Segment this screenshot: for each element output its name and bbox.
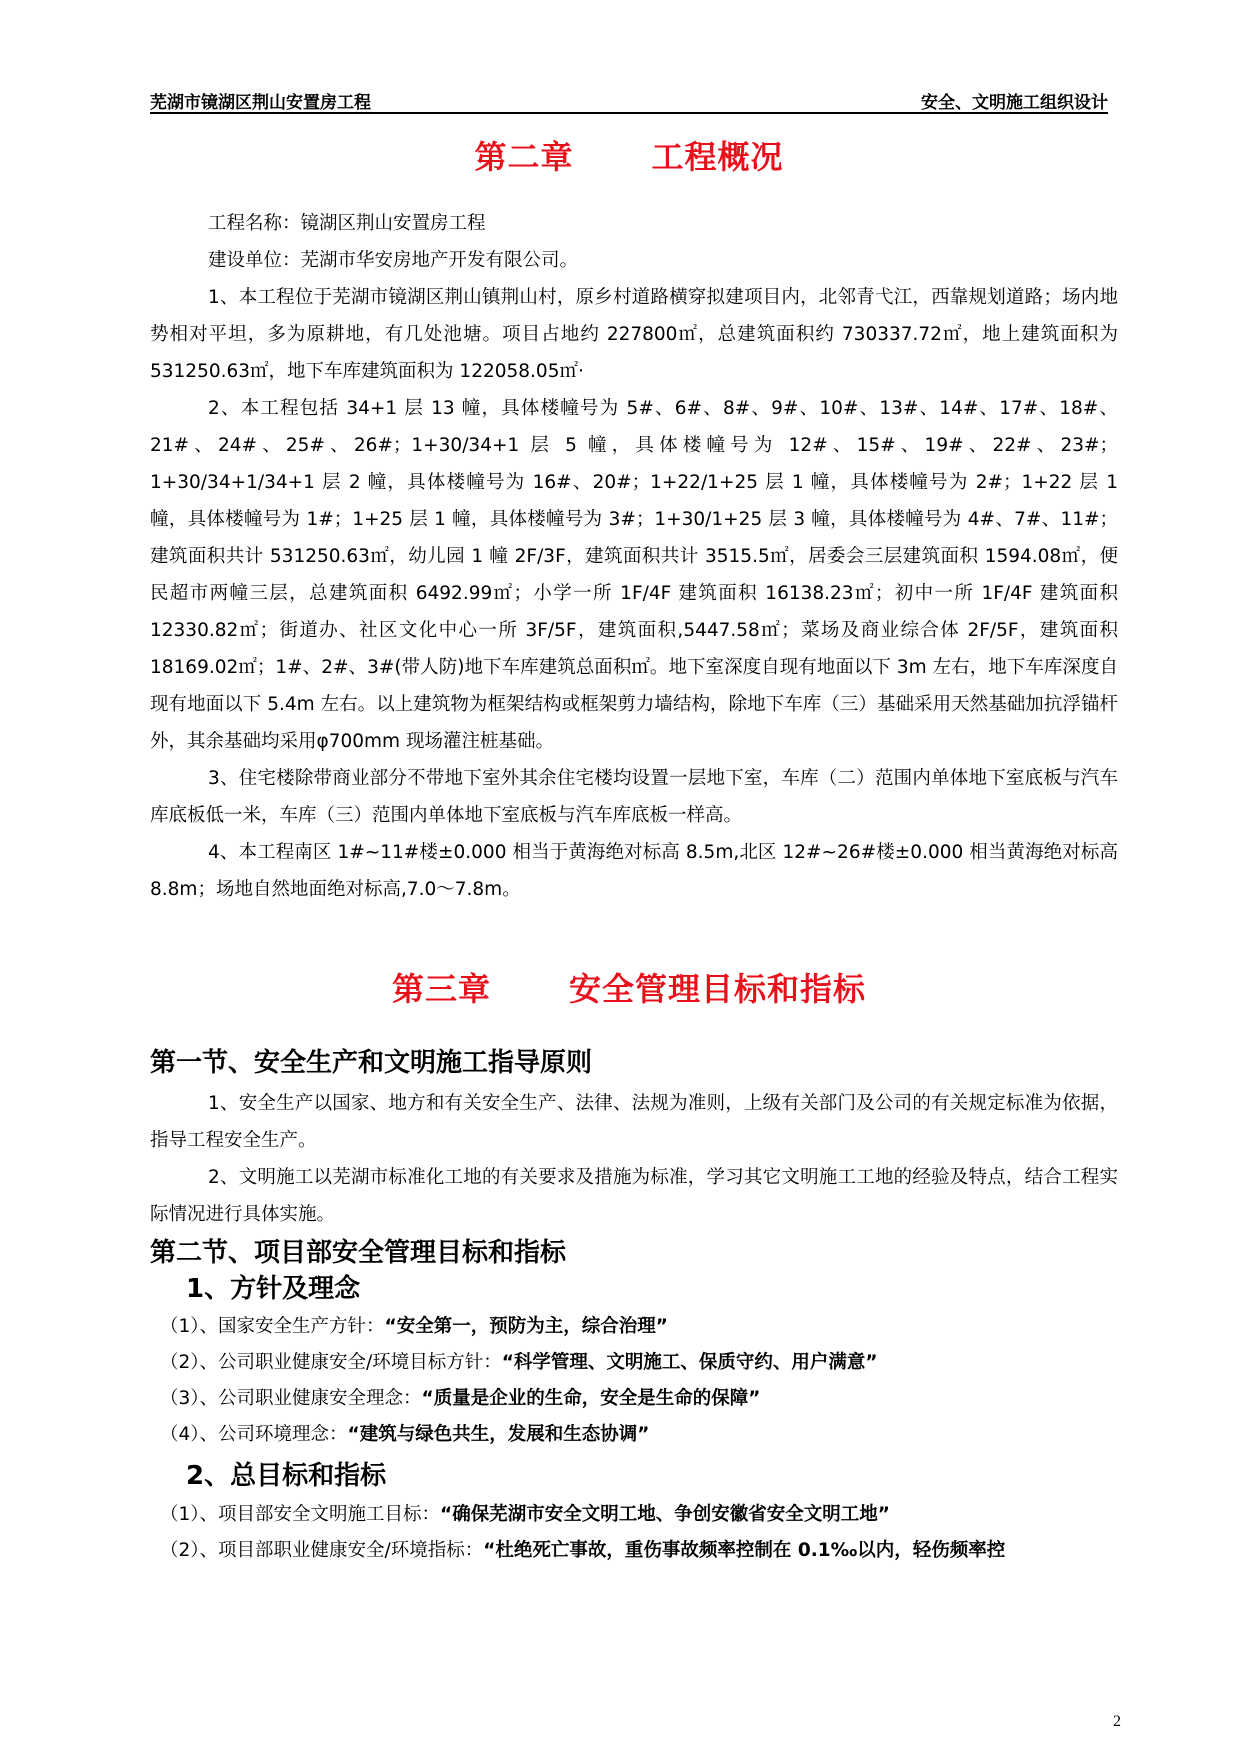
- chapter-3-number: 第三章: [391, 970, 491, 1008]
- section-1-paragraph-1: 1、安全生产以国家、地方和有关安全生产、法律、法规为准则，上级有关部门及公司的有关规定标准为依据，指导工程安全生产。: [150, 1093, 1118, 1151]
- overview-paragraph-3: 3、住宅楼除带商业部分不带地下室外其余住宅楼均设置一层地下室，车库（二）范围内单体地下室底板与汽车库底板低一米，车库（三）范围内单体地下室底板与汽车库底板一样高。: [150, 768, 1118, 826]
- chapter-2-title: 工程概况: [651, 138, 784, 176]
- section-1-title: 第一节、安全生产和文明施工指导原则: [150, 1048, 593, 1078]
- policy-item-3-value: “质量是企业的生命，安全是生命的保障”: [421, 1388, 761, 1409]
- target-item-2: [160, 1536, 1005, 1562]
- policy-item-2-label: （2）、公司职业健康安全/环境目标方针：: [160, 1352, 502, 1373]
- policy-item-1: [160, 1312, 668, 1338]
- policy-item-4-label: （4）、公司环境理念：: [160, 1424, 348, 1445]
- section-1-body: [150, 1085, 1118, 1233]
- target-item-1: [160, 1500, 890, 1526]
- page-header: [150, 86, 1108, 114]
- overview-paragraph-2: 2、本工程包括 34+1 层 13 幢，具体楼幢号为 5#、6#、8#、9#、10#、13#、14#、17#、18#、21#、24#、25#、26#；1+30/34+1 层 5 幢，具体楼幢号为 12#、15#、19#、22#、23#；1+30/34+1/34+1 层 2 幢，具体楼幢号为 16#、20#；1+22/1+25 层 1 幢，具体楼幢号为 2#；1+22 层 1 幢，具体楼幢号为 1#；1+25 层 1 幢，具体楼幢号为 3#；1+30/1+25 层 3 幢，具体楼幢号为 4#、7#、11#；建筑面积共计 531250.63㎡，幼儿园 1 幢 2F/3F，建筑面积共计 3515.5㎡，居委会三层建筑面积 1594.08㎡，便民超市两幢三层，总建筑面积 6492.99㎡；小学一所 1F/4F 建筑面积 16138.23㎡；初中一所 1F/4F 建筑面积 12330.82㎡；街道办、社区文化中心一所 3F/5F，建筑面积,5447.58㎡；菜场及商业综合体 2F/5F，建筑面积 18169.02㎡；1#、2#、3#(带人防)地下车库建筑总面积㎡。地下室深度自现有地面以下 3m 左右，地下车库深度自现有地面以下 5.4m 左右。以上建筑物为框架结构或框架剪力墙结构，除地下车库（三）基础采用天然基础加抗浮锚杆外，其余基础均采用φ700mm 现场灌注桩基础。: [150, 398, 1118, 752]
- header-project-name: 芜湖市镜湖区荆山安置房工程: [150, 93, 371, 113]
- policy-item-1-label: （1）、国家安全生产方针：: [160, 1316, 385, 1337]
- chapter-3-title: 安全管理目标和指标: [569, 970, 867, 1008]
- policy-item-3-label: （3）、公司职业健康安全理念：: [160, 1388, 422, 1409]
- section-2-title: 第二节、项目部安全管理目标和指标: [150, 1238, 567, 1268]
- overview-paragraph-4: 4、本工程南区 1#~11#楼±0.000 相当于黄海绝对标高 8.5m,北区 12#~26#楼±0.000 相当黄海绝对标高 8.8m；场地自然地面绝对标高,7.0～7.8m。: [150, 842, 1118, 900]
- builder-line: 建设单位：芜湖市华安房地产开发有限公司。: [208, 250, 579, 271]
- policy-item-1-value: “安全第一，预防为主，综合治理”: [384, 1316, 668, 1337]
- subsection-2-title: 2、总目标和指标: [186, 1461, 387, 1491]
- page-number: 2: [1113, 1713, 1121, 1730]
- section-1-paragraph-2: 2、文明施工以芜湖市标准化工地的有关要求及措施为标准，学习其它文明施工工地的经验及特点，结合工程实际情况进行具体实施。: [150, 1167, 1118, 1225]
- policy-item-4: [160, 1420, 649, 1446]
- target-item-2-label: （2）、项目部职业健康安全/环境指标：: [160, 1540, 484, 1561]
- policy-item-4-value: “建筑与绿色共生，发展和生态协调”: [347, 1424, 650, 1445]
- chapter-2-number: 第二章: [474, 138, 574, 176]
- subsection-1-title: 1、方针及理念: [186, 1274, 361, 1304]
- policy-item-3: [160, 1384, 760, 1410]
- policy-item-2: [160, 1348, 878, 1374]
- target-item-1-value: “确保芜湖市安全文明工地、争创安徽省安全文明工地”: [440, 1504, 890, 1525]
- chapter-2-heading: [150, 132, 1108, 178]
- project-name-line: 工程名称：镜湖区荆山安置房工程: [208, 213, 486, 234]
- policy-item-2-value: “科学管理、文明施工、保质守约、用户满意”: [501, 1352, 878, 1373]
- overview-paragraph-1: 1、本工程位于芜湖市镜湖区荆山镇荆山村，原乡村道路横穿拟建项目内，北邻青弋江，西靠规划道路；场内地势相对平坦，多为原耕地，有几处池塘。项目占地约 227800㎡，总建筑面积约 730337.72㎡，地上建筑面积为 531250.63㎡，地下车库建筑面积为 122058.05㎡·: [150, 287, 1118, 382]
- header-document-title: 安全、文明施工组织设计: [921, 93, 1108, 113]
- chapter-3-heading: [150, 964, 1108, 1010]
- target-item-1-label: （1）、项目部安全文明施工目标：: [160, 1504, 441, 1525]
- target-item-2-value: “杜绝死亡事故，重伤事故频率控制在 0.1‰以内，轻伤频率控: [483, 1540, 1006, 1561]
- overview-body: [150, 205, 1118, 908]
